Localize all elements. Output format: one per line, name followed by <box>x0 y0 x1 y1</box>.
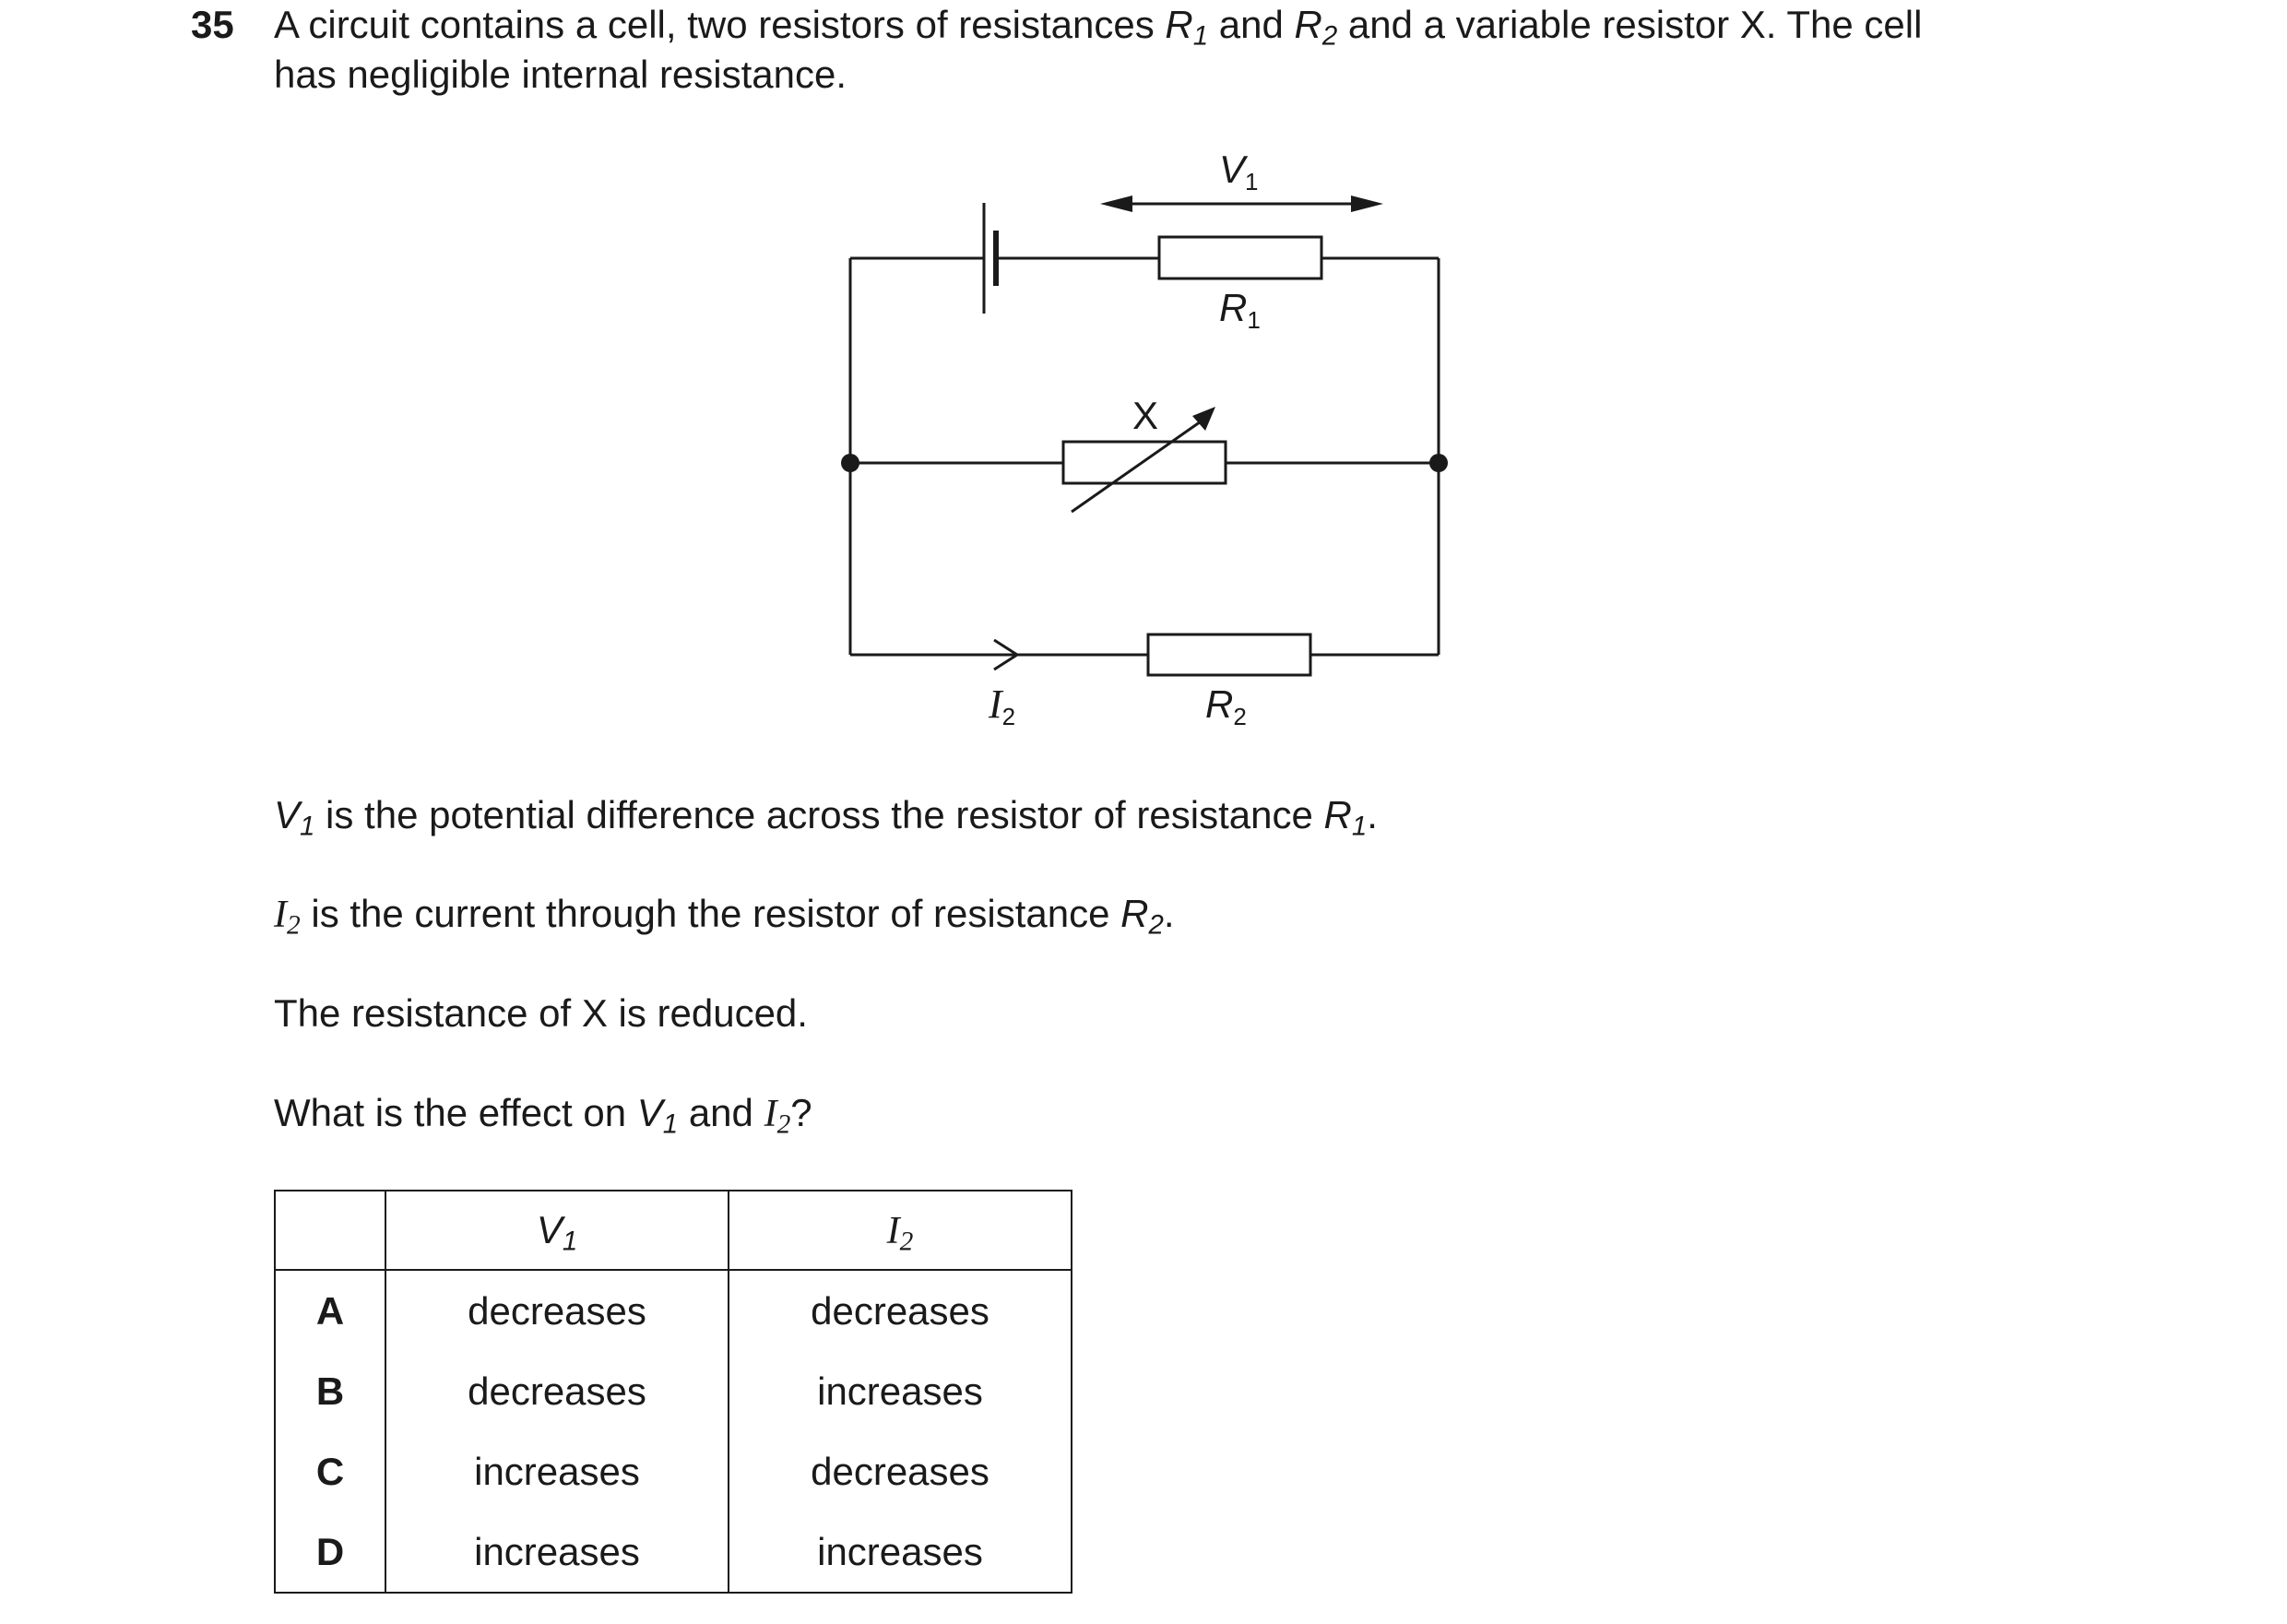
statement-x-reduced: The resistance of X is reduced. <box>274 991 808 1035</box>
question-number: 35 <box>191 3 234 46</box>
option-v1: decreases <box>385 1351 729 1431</box>
answer-table <box>274 1190 1072 1594</box>
option-letter: B <box>275 1351 385 1431</box>
x-label: X <box>1132 394 1159 437</box>
table-header-row <box>275 1191 1072 1270</box>
r2-symbol: $R_2$ <box>1294 3 1338 52</box>
v1-symbol: $V_1$ <box>636 1091 679 1140</box>
table-row[interactable] <box>275 1431 1072 1511</box>
i2-label: I2 <box>989 682 1016 730</box>
v1-arrowhead-left <box>1100 196 1132 212</box>
question-prompt: What is the effect on $V_1$ and $I_2$? <box>274 1091 812 1140</box>
option-i2: increases <box>729 1511 1072 1593</box>
intro-text-b: and <box>1208 3 1295 46</box>
option-v1: increases <box>385 1511 729 1593</box>
option-i2: increases <box>729 1351 1072 1431</box>
table-row[interactable] <box>275 1511 1072 1593</box>
statement-i2: $I_2$ is the current through the resistor of resistance $R_2$. <box>274 892 1175 941</box>
i2-symbol: $I_2$ <box>764 1093 791 1140</box>
v1-label: V1 <box>1219 148 1259 196</box>
option-i2: decreases <box>729 1431 1072 1511</box>
junction-right <box>1429 454 1448 472</box>
option-v1: decreases <box>385 1270 729 1351</box>
junction-left <box>841 454 859 472</box>
variable-resistor-arrowhead <box>1192 407 1215 431</box>
option-letter: A <box>275 1270 385 1351</box>
resistor-r1 <box>1159 237 1321 279</box>
intro-line-2: has negligible internal resistance. <box>274 53 847 96</box>
v1-arrowhead-right <box>1351 196 1383 212</box>
r1-label: R1 <box>1219 286 1261 334</box>
intro-text-c: and a variable resistor X. The cell <box>1337 3 1923 46</box>
option-letter: C <box>275 1431 385 1511</box>
header-v1: $V_1$ <box>385 1191 729 1270</box>
table-row[interactable] <box>275 1270 1072 1351</box>
circuit-diagram <box>0 0 2287 775</box>
r2-symbol: $R_2$ <box>1120 892 1164 941</box>
header-option <box>275 1191 385 1270</box>
r1-symbol: $R_1$ <box>1323 793 1368 842</box>
r2-label: R2 <box>1205 682 1247 730</box>
option-letter: D <box>275 1511 385 1593</box>
resistor-r2 <box>1148 634 1310 675</box>
header-i2: $I_2$ <box>729 1191 1072 1270</box>
option-v1: increases <box>385 1431 729 1511</box>
intro-text-a: A circuit contains a cell, two resistors of resistances <box>274 3 1166 46</box>
option-i2: decreases <box>729 1270 1072 1351</box>
v1-symbol: $V_1$ <box>274 793 315 842</box>
statement-v1: $V_1$ is the potential difference across the resistor of resistance $R_1$. <box>274 793 1378 842</box>
r1-symbol: $R_1$ <box>1165 3 1209 52</box>
table-row[interactable] <box>275 1351 1072 1431</box>
i2-symbol: $I_2$ <box>274 894 301 941</box>
